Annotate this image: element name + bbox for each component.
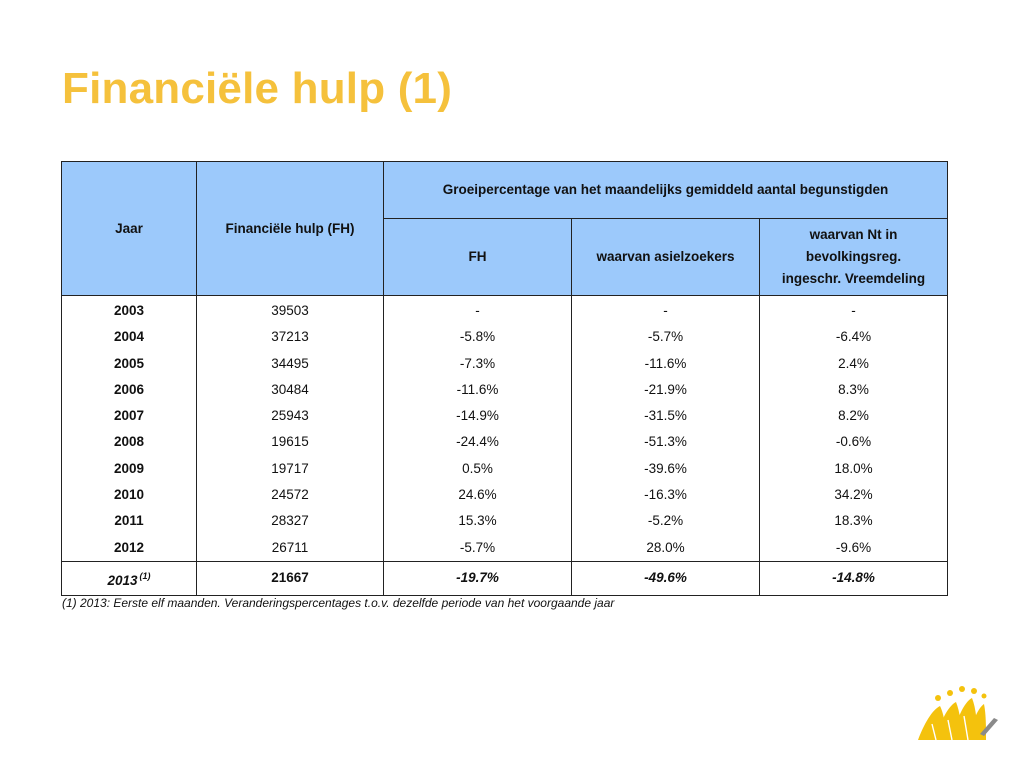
header-financiele-hulp: Financiële hulp (FH)	[197, 162, 384, 296]
cell-fh: -5.8%	[384, 324, 572, 350]
header-fh: FH	[384, 219, 572, 296]
cell-fh: 24.6%	[384, 482, 572, 508]
cell-nt: -0.6%	[760, 429, 948, 455]
table-row	[62, 482, 948, 508]
cell-year: 2003	[62, 296, 197, 325]
cell-asiel: -31.5%	[572, 403, 760, 429]
table-row	[62, 296, 948, 325]
cell-nt: -6.4%	[760, 324, 948, 350]
cell-fh-total: 25943	[197, 403, 384, 429]
header-jaar: Jaar	[62, 162, 197, 296]
cell-year: 2009	[62, 456, 197, 482]
cell-summary-fh-total: 21667	[197, 561, 384, 595]
cell-summary-year	[62, 561, 197, 595]
cell-asiel: 28.0%	[572, 535, 760, 562]
cell-fh-total: 26711	[197, 535, 384, 562]
summary-year-text: 2013	[107, 572, 138, 588]
table-row	[62, 535, 948, 562]
cell-nt: 2.4%	[760, 351, 948, 377]
cell-nt: 18.3%	[760, 508, 948, 534]
cell-asiel: -16.3%	[572, 482, 760, 508]
cell-year: 2010	[62, 482, 197, 508]
table-row	[62, 351, 948, 377]
table-row	[62, 403, 948, 429]
summary-row	[62, 561, 948, 595]
cell-nt: -	[760, 296, 948, 325]
cell-summary-nt: -14.8%	[760, 561, 948, 595]
table-row	[62, 456, 948, 482]
cell-fh-total: 37213	[197, 324, 384, 350]
cell-nt: 34.2%	[760, 482, 948, 508]
cell-asiel: -39.6%	[572, 456, 760, 482]
cell-fh-total: 28327	[197, 508, 384, 534]
cell-nt: 8.3%	[760, 377, 948, 403]
cell-year: 2006	[62, 377, 197, 403]
cell-fh-total: 19717	[197, 456, 384, 482]
table-row	[62, 429, 948, 455]
cell-nt: 18.0%	[760, 456, 948, 482]
yellow-hand-logo-icon	[914, 684, 1000, 746]
cell-asiel: -11.6%	[572, 351, 760, 377]
cell-year: 2008	[62, 429, 197, 455]
cell-fh: -5.7%	[384, 535, 572, 562]
cell-year: 2011	[62, 508, 197, 534]
cell-fh: -24.4%	[384, 429, 572, 455]
cell-year: 2012	[62, 535, 197, 562]
cell-fh: 15.3%	[384, 508, 572, 534]
header-nt-line2: ingeschr. Vreemdeling	[781, 271, 926, 286]
cell-fh-total: 19615	[197, 429, 384, 455]
cell-year: 2004	[62, 324, 197, 350]
cell-asiel: -21.9%	[572, 377, 760, 403]
cell-fh: 0.5%	[384, 456, 572, 482]
cell-fh-total: 30484	[197, 377, 384, 403]
cell-fh: -11.6%	[384, 377, 572, 403]
cell-asiel: -5.7%	[572, 324, 760, 350]
header-groeipercentage: Groeipercentage van het maandelijks gemiddeld aantal begunstigden	[384, 162, 948, 219]
cell-fh-total: 24572	[197, 482, 384, 508]
header-asielzoekers: waarvan asielzoekers	[572, 219, 760, 296]
slide-title: Financiële hulp (1)	[62, 64, 453, 113]
data-table-container	[61, 161, 947, 596]
cell-asiel: -5.2%	[572, 508, 760, 534]
header-nt-line1: waarvan Nt in bevolkingsreg.	[805, 227, 902, 264]
cell-year: 2007	[62, 403, 197, 429]
cell-nt: 8.2%	[760, 403, 948, 429]
cell-year: 2005	[62, 351, 197, 377]
cell-fh: -7.3%	[384, 351, 572, 377]
data-table	[61, 161, 948, 596]
cell-asiel: -51.3%	[572, 429, 760, 455]
cell-fh: -	[384, 296, 572, 325]
cell-asiel: -	[572, 296, 760, 325]
cell-nt: -9.6%	[760, 535, 948, 562]
header-nt-vreemdeling	[760, 219, 948, 296]
cell-fh-total: 34495	[197, 351, 384, 377]
footnote: (1) 2013: Eerste elf maanden. Veranderingspercentages t.o.v. dezelfde periode van het voorgaande jaar	[62, 596, 615, 610]
cell-summary-asiel: -49.6%	[572, 561, 760, 595]
table-row	[62, 508, 948, 534]
table-row	[62, 377, 948, 403]
cell-fh: -14.9%	[384, 403, 572, 429]
cell-summary-fh: -19.7%	[384, 561, 572, 595]
cell-fh-total: 39503	[197, 296, 384, 325]
table-row	[62, 324, 948, 350]
footnote-marker: (1)	[139, 570, 151, 581]
